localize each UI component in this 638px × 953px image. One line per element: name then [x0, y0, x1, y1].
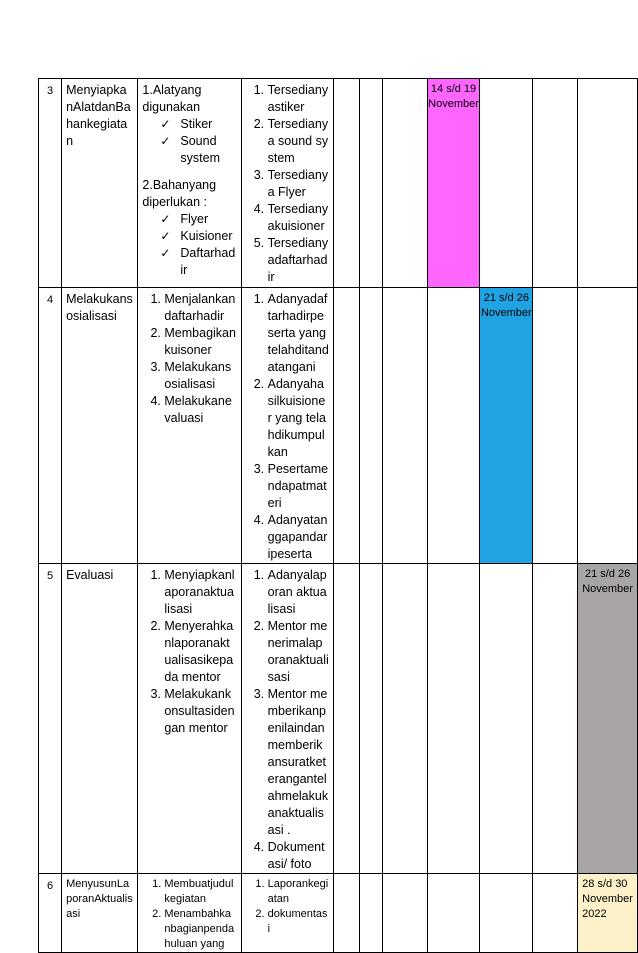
schedule-cell: 21 s/d 26 November [480, 288, 533, 564]
list-item: 2. Mentor menerimalaporanaktualisasi [268, 618, 330, 686]
list-item: ✓ Sound system [160, 133, 236, 167]
list-item: 4. Tersedianyakuisioner [268, 201, 330, 235]
activity-steps [138, 874, 241, 953]
list-item: 5. Tersedianyadaftarhadir [268, 235, 330, 286]
list-item: 2. Tersedianya sound system [268, 116, 330, 167]
list-item: 1. Adanyadaftarhadirpeserta yang telahditandatangani [268, 291, 330, 376]
list-item: 1. Laporankegiatan [268, 877, 330, 907]
activity-steps [138, 288, 241, 564]
list-item: 1. Adanyalaporan aktualisasi [268, 567, 330, 618]
table-row [39, 79, 638, 288]
list-item: ✓ Stiker [160, 116, 236, 133]
list-item: ✓ Daftarhadir [160, 245, 236, 279]
empty-cell [359, 564, 382, 874]
list-item: 1. Menjalankandaftarhadir [164, 291, 236, 325]
empty-cell [533, 288, 578, 564]
list-item: 1. Membuatjudulkegiatan [164, 877, 236, 907]
empty-cell [578, 79, 638, 288]
list-item: 3. Tersedianya Flyer [268, 167, 330, 201]
list-item: 3. Melakukansosialisasi [164, 359, 236, 393]
list-item: 1. Menyiapkanlaporanaktualisasi [164, 567, 236, 618]
list-item: 4. Melakukanevaluasi [164, 393, 236, 427]
activity-steps [138, 79, 241, 288]
empty-cell [334, 288, 360, 564]
list-item: ✓ Kuisioner [160, 228, 236, 245]
empty-cell [427, 564, 480, 874]
empty-cell [359, 79, 382, 288]
activity-name: MenyiapkanAlatdanBahankegiatan [62, 79, 138, 288]
activity-name: Evaluasi [62, 564, 138, 874]
empty-cell [533, 874, 578, 953]
empty-cell [578, 288, 638, 564]
table-row [39, 564, 638, 874]
row-number: 5 [39, 564, 62, 874]
list-item: 4. Adanyatanggapandaripeserta [268, 512, 330, 563]
empty-cell [334, 564, 360, 874]
row-number: 6 [39, 874, 62, 953]
table-row [39, 874, 638, 953]
list-item: 3. Mentor memberikanpenilaindanmemberikansuratketerangantelahmelakukanaktualisasi . [268, 686, 330, 839]
activity-outputs [241, 288, 334, 564]
schedule-cell: 14 s/d 19 November [427, 79, 480, 288]
list-item: 2. Membagikankuisoner [164, 325, 236, 359]
activity-outputs [241, 564, 334, 874]
activity-outputs [241, 874, 334, 953]
empty-cell [480, 874, 533, 953]
empty-cell [382, 564, 427, 874]
empty-cell [427, 288, 480, 564]
empty-cell [334, 874, 360, 953]
row-number: 3 [39, 79, 62, 288]
list-item: 2. Menyerahkanlaporanaktualisasikepada mentor [164, 618, 236, 686]
activity-name: Melakukansosialisasi [62, 288, 138, 564]
list-item: 3. Pesertamendapatmateri [268, 461, 330, 512]
empty-cell [533, 564, 578, 874]
row-number: 4 [39, 288, 62, 564]
empty-cell [359, 288, 382, 564]
tools-list [142, 116, 236, 167]
empty-cell [533, 79, 578, 288]
empty-cell [359, 874, 382, 953]
list-item: 1. Tersedianyastiker [268, 82, 330, 116]
list-item: 2. Menambahkanbagianpendahuluan yang [164, 907, 236, 952]
list-item: 2. Adanyahasilkuisioner yang telahdikumpulkan [268, 376, 330, 461]
empty-cell [382, 79, 427, 288]
table-row [39, 288, 638, 564]
materials-label: 2.Bahanyang diperlukan : [142, 178, 217, 209]
empty-cell [334, 79, 360, 288]
tools-label: 1.Alatyang digunakan [142, 83, 202, 114]
empty-cell [382, 288, 427, 564]
materials-list [142, 211, 236, 279]
list-item: 4. Dokumentasi/ foto [268, 839, 330, 873]
activity-outputs [241, 79, 334, 288]
empty-cell [427, 874, 480, 953]
list-item: 2. dokumentasi [268, 907, 330, 937]
schedule-cell: 28 s/d 30 November 2022 [578, 874, 638, 953]
empty-cell [480, 79, 533, 288]
activity-name: MenyusunLaporanAktualisasi [62, 874, 138, 953]
list-item: 3. Melakukankonsultasidengan mentor [164, 686, 236, 737]
activity-schedule-table [38, 78, 638, 953]
list-item: ✓ Flyer [160, 211, 236, 228]
empty-cell [382, 874, 427, 953]
schedule-cell: 21 s/d 26 November [578, 564, 638, 874]
empty-cell [480, 564, 533, 874]
activity-steps [138, 564, 241, 874]
